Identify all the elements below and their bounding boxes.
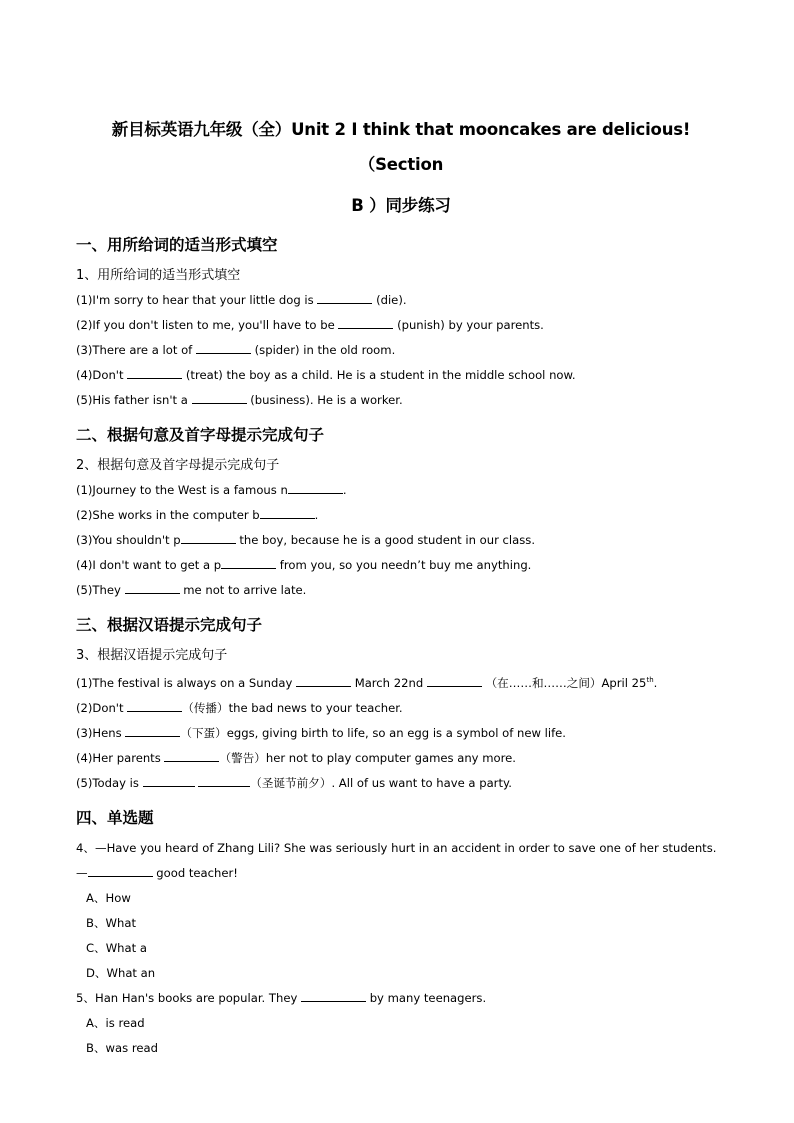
answer-blank (125, 724, 180, 737)
q2-line-5: (5)They me not to arrive late. (76, 583, 307, 597)
title-line-1: 新目标英语九年级（全）Unit 2 I think that mooncakes are delicious! （Section (111, 120, 707, 174)
answer-blank (338, 316, 393, 329)
answer-blank (127, 699, 182, 712)
answer-blank (288, 481, 343, 494)
q1-line-1: (1)I'm sorry to hear that your little dog is (die). (76, 293, 407, 307)
answer-blank (196, 341, 251, 354)
section-3-heading: 三、根据汉语提示完成句子 (76, 616, 263, 634)
section-2-heading: 二、根据句意及首字母提示完成句子 (76, 426, 325, 444)
q4-option-d[interactable]: D、What an (86, 965, 156, 980)
answer-blank (296, 674, 351, 687)
answer-blank (317, 291, 372, 304)
q5-option-b[interactable]: B、was read (86, 1040, 158, 1055)
q2-line-3: (3)You shouldn't p the boy, because he is a good student in our class. (76, 533, 536, 547)
q3-line-3: (3)Hens （下蛋）eggs, giving birth to life, so an egg is a symbol of new life. (76, 725, 566, 740)
answer-blank (301, 989, 366, 1002)
q4-option-a[interactable]: A、How (86, 890, 131, 905)
q3-line-1: (1)The festival is always on a Sunday March 22nd （在……和……之间）April 25th. (76, 675, 658, 690)
section-1-heading: 一、用所给词的适当形式填空 (76, 236, 278, 254)
q4-stem: 4、—Have you heard of Zhang Lili? She was seriously hurt in an accident in order to save one of her students. (76, 840, 717, 855)
worksheet-page (76, 112, 726, 1061)
answer-blank (181, 531, 236, 544)
q2-line-4: (4)I don't want to get a p from you, so you needn’t buy me anything. (76, 558, 532, 572)
answer-blank (143, 774, 195, 787)
page-title (76, 112, 726, 223)
answer-blank (198, 774, 250, 787)
answer-blank (221, 556, 276, 569)
answer-blank (260, 506, 315, 519)
q1-line-4: (4)Don't (treat) the boy as a child. He is a student in the middle school now. (76, 368, 576, 382)
q2-line-1: (1)Journey to the West is a famous n . (76, 483, 347, 497)
title-line-2: B ）同步练习 (351, 196, 451, 215)
section-4-heading: 四、单选题 (76, 808, 154, 827)
q4-option-b[interactable]: B、What (86, 915, 137, 930)
answer-blank (192, 391, 247, 404)
q5-stem: 5、Han Han's books are popular. They by many teenagers. (76, 990, 487, 1005)
answer-blank (127, 366, 182, 379)
q3-line-5: (5)Today is （圣诞节前夕）. All of us want to have a party. (76, 775, 512, 790)
answer-blank (427, 674, 482, 687)
question-1-heading: 1、用所给词的适当形式填空 (76, 268, 241, 283)
q5-option-a[interactable]: A、is read (86, 1015, 145, 1030)
answer-blank (125, 581, 180, 594)
question-3-heading: 3、根据汉语提示完成句子 (76, 648, 228, 663)
q1-line-2: (2)If you don't listen to me, you'll have to be (punish) by your parents. (76, 318, 544, 332)
answer-blank (88, 864, 153, 877)
q3-line-4: (4)Her parents （警告）her not to play computer games any more. (76, 750, 516, 765)
q3-line-2: (2)Don't （传播）the bad news to your teacher. (76, 700, 403, 715)
q2-line-2: (2)She works in the computer b . (76, 508, 319, 522)
question-2-heading: 2、根据句意及首字母提示完成句子 (76, 458, 280, 473)
q4-answer-line: — good teacher! (76, 865, 238, 880)
answer-blank (164, 749, 219, 762)
q1-line-5: (5)His father isn't a (business). He is a worker. (76, 393, 403, 407)
q1-line-3: (3)There are a lot of (spider) in the old room. (76, 343, 396, 357)
q4-option-c[interactable]: C、What a (86, 940, 147, 955)
